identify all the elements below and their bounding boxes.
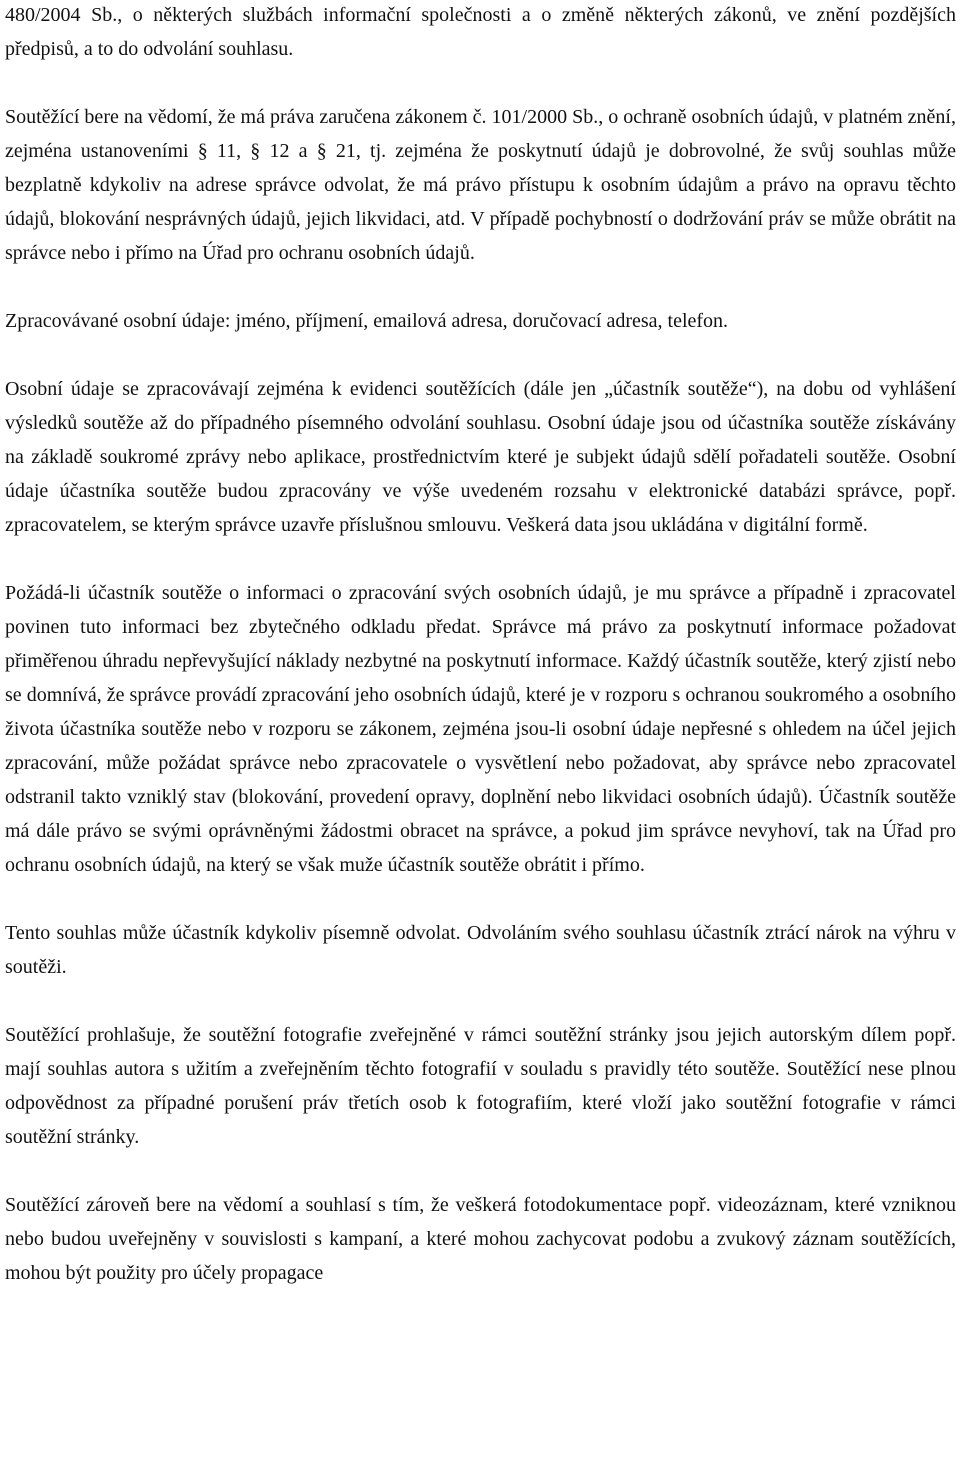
paragraph-processing-purpose: Osobní údaje se zpracovávají zejména k evidenci soutěžících (dále jen „účastník soutěže“), na dobu od vyhlášení výsledků soutěže až do případného písemného odvolání souhlasu. Osobní údaje jsou od účastníka soutěže získávány na základě soukromé zprávy nebo aplikace, prostřednictvím které je subjekt údajů sdělí pořadateli soutěže. Osobní údaje účastníka soutěže budou zpracovány ve výše uvedeném rozsahu v elektronické databázi správce, popř. zpracovatelem, se kterým správce uzavře příslušnou smlouvu. Veškerá data jsou ukládána v digitální formě. (5, 378, 956, 536)
paragraph-data-protection-rights: Soutěžící bere na vědomí, že má práva zaručena zákonem č. 101/2000 Sb., o ochraně osobních údajů, v platném znění, zejména ustanoveními § 11, § 12 a § 21, tj. zejména že poskytnutí údajů je dobrovolné, že svůj souhlas může bezplatně kdykoliv na adrese správce odvolat, že má právo přístupu k osobním údajům a právo na opravu těchto údajů, blokování nesprávných údajů, jejich likvidaci, atd. V případě pochybností o dodržování práv se může obrátit na správce nebo i přímo na Úřad pro ochranu osobních údajů. (5, 106, 956, 264)
paragraph-consent-withdrawal: Tento souhlas může účastník kdykoliv písemně odvolat. Odvoláním svého souhlasu účastník ztrácí nárok na výhru v soutěži. (5, 922, 956, 978)
paragraph-promotion-consent: Soutěžící zároveň bere na vědomí a souhlasí s tím, že veškerá fotodokumentace popř. videozáznam, které vzniknou nebo budou uveřejněny v souvislosti s kampaní, a které mohou zachycovat podobu a zvukový záznam soutěžících, mohou být použity pro účely propagace (5, 1194, 956, 1284)
paragraph-information-request: Požádá-li účastník soutěže o informaci o zpracování svých osobních údajů, je mu správce a případně i zpracovatel povinen tuto informaci bez zbytečného odkladu předat. Správce má právo za poskytnutí informace požadovat přiměřenou úhradu nepřevyšující náklady nezbytné na poskytnutí informace. Každý účastník soutěže, který zjistí nebo se domnívá, že správce provádí zpracování jeho osobních údajů, které je v rozporu s ochranou soukromého a osobního života účastníka soutěže nebo v rozporu se zákonem, zejména jsou-li osobní údaje nepřesné s ohledem na účel jejich zpracování, může požádat správce nebo zpracovatele o vysvětlení nebo požadovat, aby správce nebo zpracovatel odstranil takto vzniklý stav (blokování, provedení opravy, doplnění nebo likvidaci osobních údajů). Účastník soutěže má dále právo se svými oprávněnými žádostmi obracet na správce, a pokud jim správce nevyhoví, tak na Úřad pro ochranu osobních údajů, na který se však muže účastník soutěže obrátit i přímo. (5, 582, 956, 876)
paragraph-consent-continuation: 480/2004 Sb., o některých službách informační společnosti a o změně některých zákonů, ve znění pozdějších předpisů, a to do odvolání souhlasu. (5, 4, 956, 60)
paragraph-photo-authorship: Soutěžící prohlašuje, že soutěžní fotografie zveřejněné v rámci soutěžní stránky jsou jejich autorským dílem popř. mají souhlas autora s užitím a zveřejněním těchto fotografií v souladu s pravidly této soutěže. Soutěžící nese plnou odpovědnost za případné porušení práv třetích osob k fotografiím, které vloží jako soutěžní fotografie v rámci soutěžní stránky. (5, 1024, 956, 1148)
document-page (5, 0, 956, 1290)
paragraph-processed-data: Zpracovávané osobní údaje: jméno, příjmení, emailová adresa, doručovací adresa, telefon. (5, 310, 729, 332)
